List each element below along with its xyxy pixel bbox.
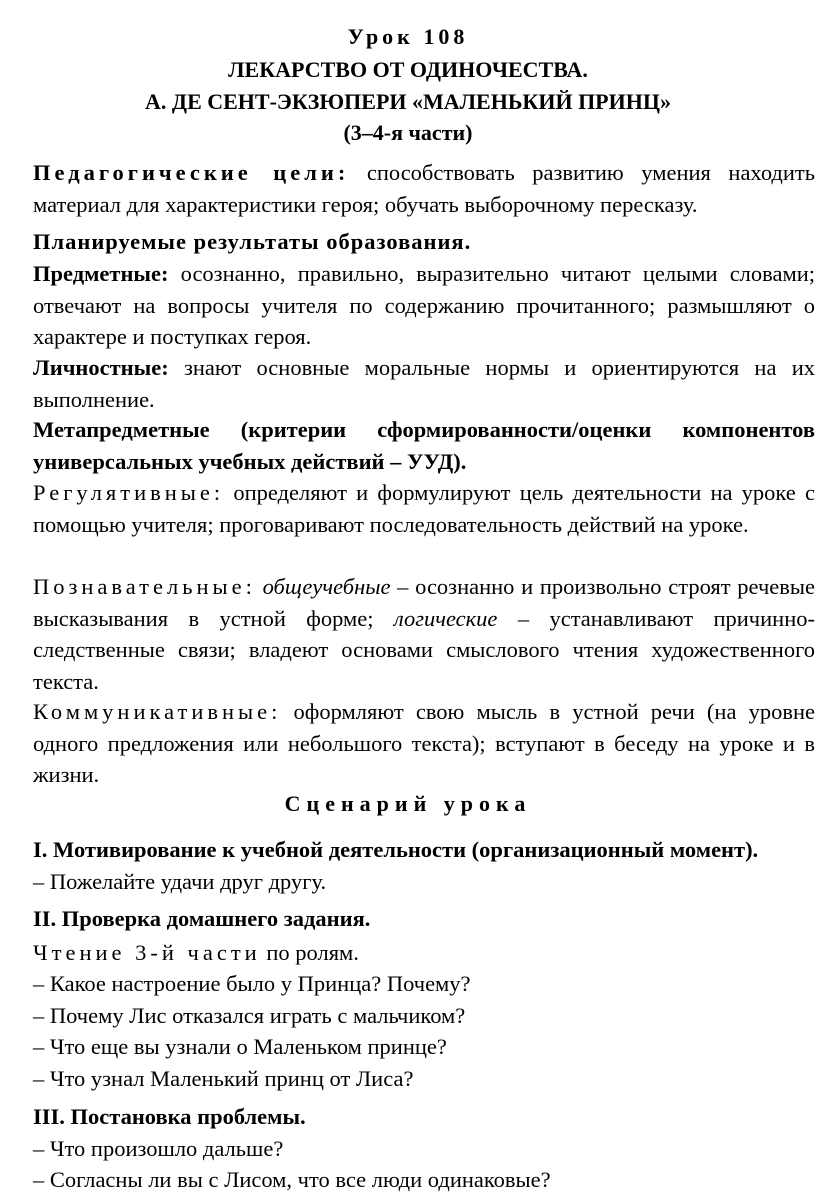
communicative-results [33,696,815,791]
cognitive-label: Познавательные: [33,574,256,599]
goals-text: способствовать развитию умения находить материал для характеристики героя; обучать выборочному пересказу. [33,160,816,217]
results-heading: Планируемые результаты образования. [33,229,472,254]
cognitive-logical-label: логические [393,605,498,631]
subject-results [33,258,815,353]
scenario-heading: Сценарий урока [284,791,532,816]
lesson-title: ЛЕКАРСТВО ОТ ОДИНОЧЕСТВА. [228,57,588,82]
section2-question-4: – Что узнал Маленький принц от Лиса? [33,1066,414,1091]
section2-question-1: – Какое настроение было у Принца? Почему? [33,971,471,996]
cognitive-results [33,571,815,697]
section1-title: I. Мотивирование к учебной деятельности (организационный момент). [33,837,759,862]
section2-reading [33,937,815,969]
regulatory-label: Регулятивные: [33,480,225,505]
section1-line-1: – Пожелайте удачи друг другу. [33,869,327,894]
personal-label: Личностные: [33,355,169,380]
communicative-text: оформляют свою мысль в устной речи (на уровне одного предложения или небольшого текста); вступают в беседу на уроке и в жизни. [33,699,815,787]
meta-heading: Метапредметные (критерии сформированности/оценки компонентов универсальных учебных действий – УУД). [33,417,815,474]
personal-results [33,352,815,415]
regulatory-results [33,477,815,540]
cognitive-logical-text: – устанавливают причинно-следственные связи; владеют основами смыслового чтения художественного текста. [33,605,815,694]
section3-question-1: – Что произошло дальше? [33,1136,284,1161]
personal-text: знают основные моральные нормы и ориентируются на их выполнение. [33,355,815,412]
communicative-label: Коммуникативные: [33,699,282,724]
cognitive-general-label: общеучебные [262,574,391,599]
subject-text: осознанно, правильно, выразительно читают целыми словами; отвечают на вопросы учителя по содержанию прочитанного; размышляют о характере и поступках героя. [33,261,815,349]
regulatory-text: определяют и формулируют цель деятельности на уроке с помощью учителя; проговаривают последовательность действий на уроке. [33,480,815,537]
section2-title: II. Проверка домашнего задания. [33,906,371,931]
subject-label: Предметные: [33,261,169,286]
lesson-author-work: А. ДЕ СЕНТ-ЭКЗЮПЕРИ «МАЛЕНЬКИЙ ПРИНЦ» [145,89,671,114]
section2-question-2: – Почему Лис отказался играть с мальчиком? [33,1003,466,1028]
reading-label: Чтение 3-й части [33,940,261,965]
section2-question-3: – Что еще вы узнали о Маленьком принце? [33,1034,447,1059]
lesson-number: Урок 108 [347,24,469,49]
section3-title: III. Постановка проблемы. [33,1104,306,1129]
section3-question-2: – Согласны ли вы с Лисом, что все люди одинаковые? [33,1167,551,1192]
reading-text: по ролям. [260,940,359,965]
goals-label: Педагогические цели: [33,160,350,185]
cognitive-general-text: – осознанно и произвольно строят речевые высказывания в устной форме; [33,574,815,631]
pedagogical-goals [33,157,815,220]
lesson-parts: (3–4-я части) [343,120,473,145]
